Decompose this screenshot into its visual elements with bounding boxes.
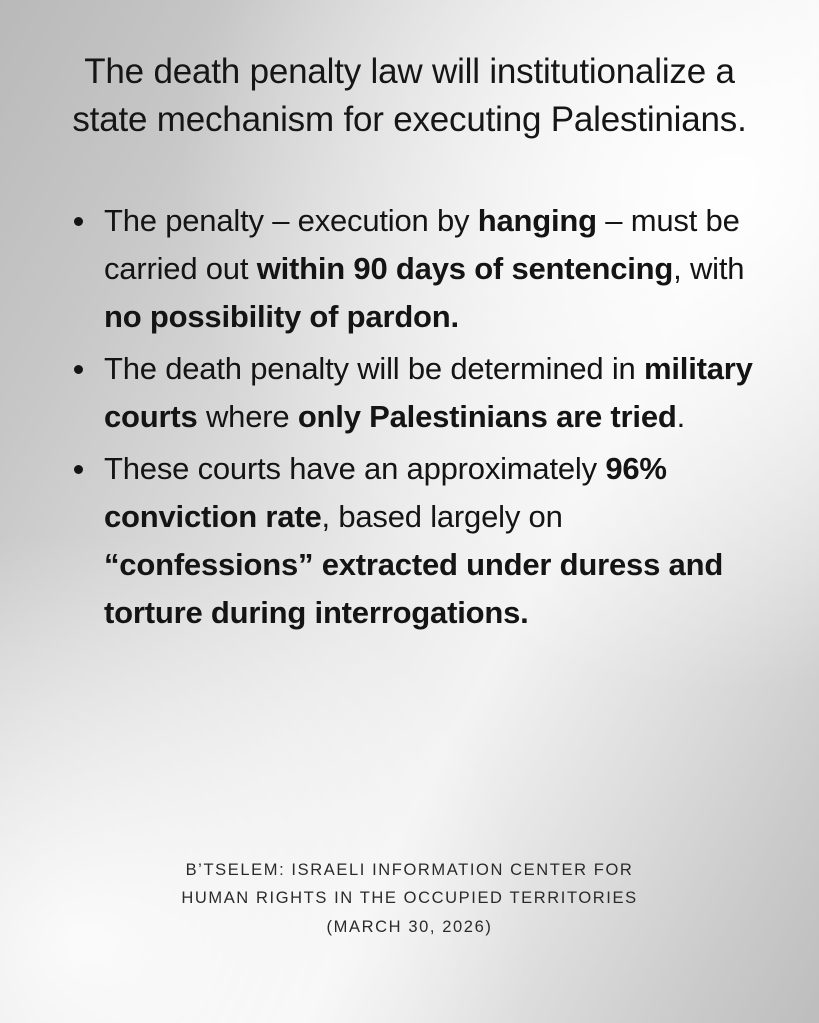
page-title: The death penalty law will institutionalize a state mechanism for executing Palestinians.	[72, 52, 747, 140]
source-attribution	[0, 856, 819, 941]
source-line-1: B’TSELEM: ISRAELI INFORMATION CENTER FOR	[185, 860, 634, 879]
list-item: The penalty – execution by hanging – must be carried out within 90 days of sentencing, with no possibility of pardon.	[66, 197, 765, 341]
bullet-list	[44, 197, 775, 637]
source-line-2: HUMAN RIGHTS IN THE OCCUPIED TERRITORIES	[181, 889, 638, 908]
list-item: These courts have an approximately 96% conviction rate, based largely on “confessions” extracted under duress and torture during interrogations.	[66, 445, 765, 637]
source-line-3: (MARCH 30, 2026)	[326, 917, 493, 936]
list-item: The death penalty will be determined in military courts where only Palestinians are tried.	[66, 345, 765, 441]
